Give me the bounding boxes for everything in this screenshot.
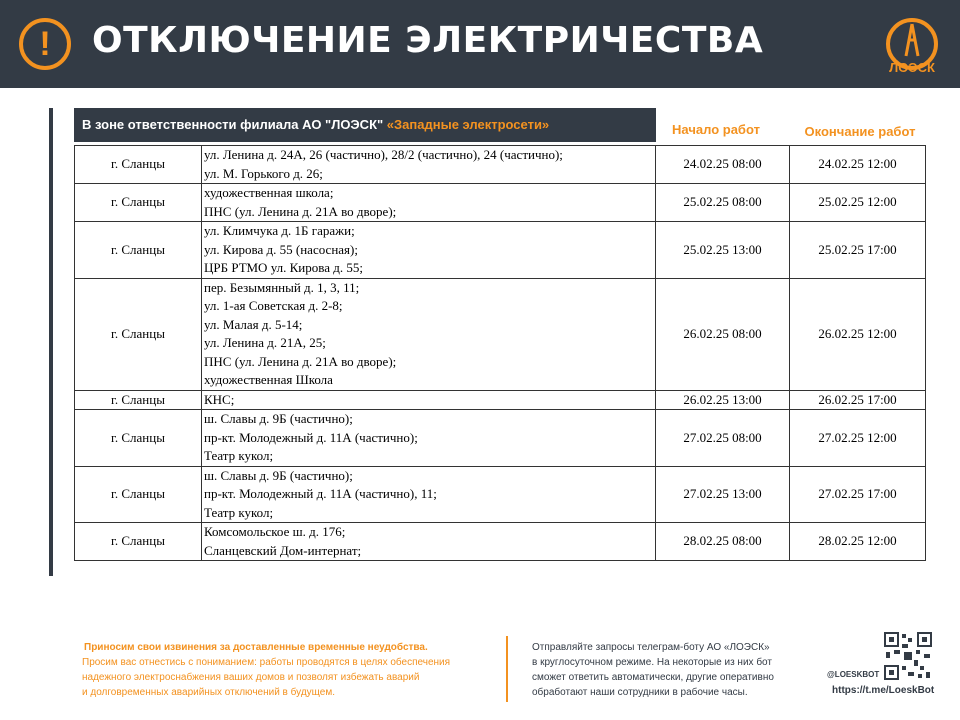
address-line: пер. Безымянный д. 1, 3, 11; bbox=[204, 279, 360, 295]
city-cell: г. Сланцы bbox=[75, 222, 202, 279]
end-time-cell: 26.02.25 12:00 bbox=[790, 278, 926, 390]
start-time-cell: 24.02.25 08:00 bbox=[656, 146, 790, 184]
table-row bbox=[75, 466, 926, 523]
city-cell: г. Сланцы bbox=[75, 523, 202, 561]
end-time-cell: 28.02.25 12:00 bbox=[790, 523, 926, 561]
table-row bbox=[75, 184, 926, 222]
address-line: ул. Климчука д. 1Б гаражи; bbox=[204, 223, 355, 238]
end-time-cell: 27.02.25 12:00 bbox=[790, 410, 926, 467]
address-line: Театр кукол; bbox=[204, 504, 274, 520]
address-line: ул. Ленина д. 21А, 25; bbox=[204, 335, 326, 350]
apology-heading: Приносим свои извинения за доставленные временные неудобства. bbox=[84, 642, 428, 653]
city-cell: г. Сланцы bbox=[75, 184, 202, 222]
address-line: КНС; bbox=[204, 391, 235, 407]
address-cell bbox=[202, 278, 656, 390]
table-row bbox=[75, 278, 926, 390]
city-cell: г. Сланцы bbox=[75, 410, 202, 467]
address-cell bbox=[202, 523, 656, 561]
bot-info-line: Отправляйте запросы телеграм-боту АО «ЛОЭСК» bbox=[532, 642, 770, 653]
address-line: Комсомольское ш. д. 176; bbox=[204, 524, 346, 539]
end-time-cell: 26.02.25 17:00 bbox=[790, 390, 926, 410]
address-line: ул. Малая д. 5-14; bbox=[204, 316, 303, 332]
address-line: Сланцевский Дом-интернат; bbox=[204, 542, 362, 558]
end-time-cell: 25.02.25 17:00 bbox=[790, 222, 926, 279]
bot-handle: @LOESKBOT bbox=[827, 670, 880, 679]
logo-text: ЛОЭСК bbox=[889, 60, 935, 75]
city-cell: г. Сланцы bbox=[75, 466, 202, 523]
address-line: художественная школа; bbox=[204, 185, 334, 200]
address-line: ул. Ленина д. 24А, 26 (частично), 28/2 (частично), 24 (частично); bbox=[204, 147, 563, 162]
start-time-cell: 27.02.25 13:00 bbox=[656, 466, 790, 523]
start-time-cell: 25.02.25 13:00 bbox=[656, 222, 790, 279]
table-row bbox=[75, 146, 926, 184]
address-line: ул. 1-ая Советская д. 2-8; bbox=[204, 298, 343, 313]
start-time-cell: 25.02.25 08:00 bbox=[656, 184, 790, 222]
end-time-cell: 25.02.25 12:00 bbox=[790, 184, 926, 222]
bot-info-line: в круглосуточном режиме. На некоторые из них бот bbox=[532, 657, 772, 668]
address-line: пр-кт. Молодежный д. 11А (частично); bbox=[204, 429, 418, 445]
region-name: «Западные электросети» bbox=[386, 117, 550, 132]
bot-info bbox=[532, 640, 812, 700]
column-header-start: Начало работ bbox=[672, 122, 760, 137]
bot-info-line: обработают наши сотрудники в рабочие часы. bbox=[532, 687, 748, 698]
address-line: ш. Славы д. 9Б (частично); bbox=[204, 467, 353, 483]
apology-line: и долговременных аварийных отключений в будущем. bbox=[82, 687, 335, 698]
start-time-cell: 28.02.25 08:00 bbox=[656, 523, 790, 561]
address-line: художественная Школа bbox=[204, 372, 333, 387]
start-time-cell: 26.02.25 13:00 bbox=[656, 390, 790, 410]
address-line: ПНС (ул. Ленина д. 21А во дворе); bbox=[204, 353, 397, 369]
table-row bbox=[75, 523, 926, 561]
table-row bbox=[75, 390, 926, 410]
table-row bbox=[75, 222, 926, 279]
address-cell bbox=[202, 184, 656, 222]
address-line: ПНС (ул. Ленина д. 21А во дворе); bbox=[204, 203, 397, 219]
footer-divider bbox=[506, 636, 508, 702]
table-row bbox=[75, 410, 926, 467]
outage-schedule-table bbox=[74, 145, 926, 561]
left-accent-bar bbox=[49, 108, 53, 576]
column-header-end: Окончание работ bbox=[804, 124, 916, 139]
apology-line: надежного электроснабжения ваших домов и позволят избежать аварий bbox=[82, 672, 420, 683]
region-prefix: В зоне ответственности филиала АО "ЛОЭСК" bbox=[82, 117, 384, 132]
address-line: пр-кт. Молодежный д. 11А (частично), 11; bbox=[204, 486, 437, 501]
header-bar bbox=[0, 0, 960, 88]
end-time-cell: 24.02.25 12:00 bbox=[790, 146, 926, 184]
address-cell bbox=[202, 466, 656, 523]
apology-line: Просим вас отнестись с пониманием: работы проводятся в целях обеспечения bbox=[82, 657, 451, 668]
region-banner bbox=[74, 108, 656, 142]
address-cell bbox=[202, 390, 656, 410]
address-line: ул. Кирова д. 55 (насосная); bbox=[204, 241, 358, 257]
address-line: ЦРБ РТМО ул. Кирова д. 55; bbox=[204, 260, 363, 275]
address-line: ул. М. Горького д. 26; bbox=[204, 165, 323, 181]
qr-code-icon[interactable] bbox=[884, 632, 932, 680]
address-line: ш. Славы д. 9Б (частично); bbox=[204, 411, 353, 426]
address-cell bbox=[202, 410, 656, 467]
apology-note bbox=[82, 640, 502, 700]
address-cell bbox=[202, 146, 656, 184]
bot-info-line: сможет ответить автоматически, другие оперативно bbox=[532, 672, 774, 683]
page-title: ОТКЛЮЧЕНИЕ ЭЛЕКТРИЧЕСТВА bbox=[92, 20, 764, 61]
end-time-cell: 27.02.25 17:00 bbox=[790, 466, 926, 523]
city-cell: г. Сланцы bbox=[75, 146, 202, 184]
start-time-cell: 27.02.25 08:00 bbox=[656, 410, 790, 467]
address-cell bbox=[202, 222, 656, 279]
warning-icon: ! bbox=[19, 18, 71, 70]
city-cell: г. Сланцы bbox=[75, 278, 202, 390]
bot-link[interactable]: https://t.me/LoeskBot bbox=[832, 685, 935, 696]
address-line: Театр кукол; bbox=[204, 448, 274, 463]
city-cell: г. Сланцы bbox=[75, 390, 202, 410]
start-time-cell: 26.02.25 08:00 bbox=[656, 278, 790, 390]
